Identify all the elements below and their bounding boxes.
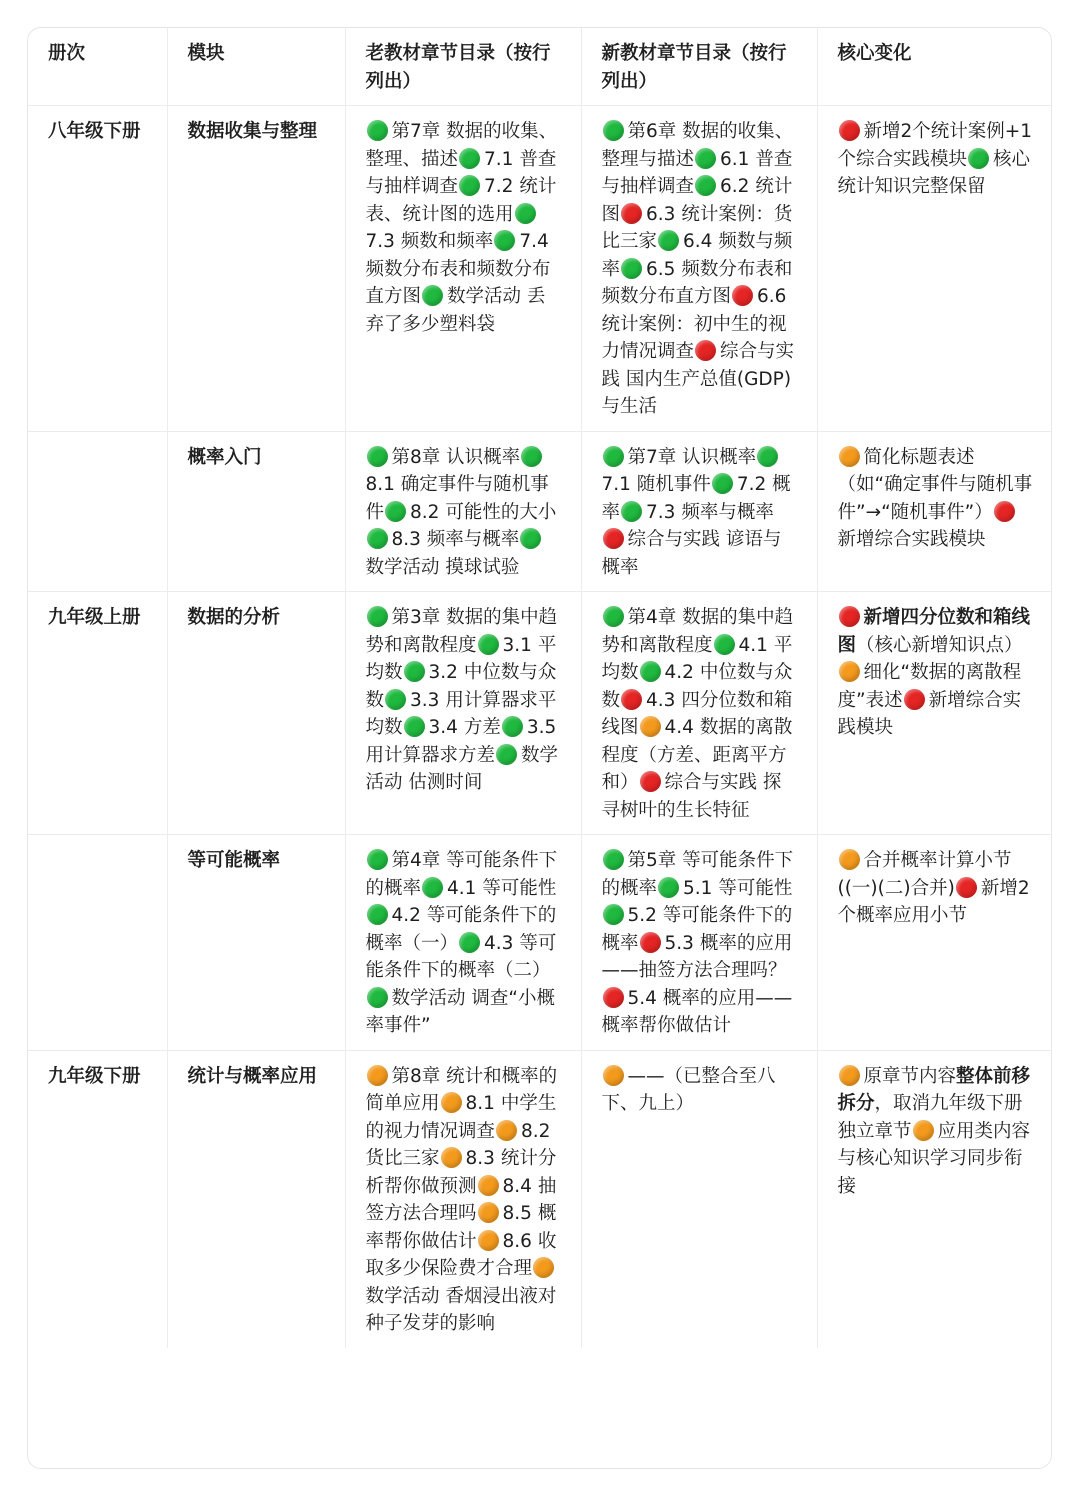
core-change-item-text: 新增四分位数和箱线图 bbox=[837, 607, 1031, 656]
core-change-item-text: 新增综合实践模块 bbox=[837, 529, 986, 550]
green-circle-icon bbox=[404, 661, 425, 682]
old-toc-cell bbox=[345, 592, 581, 835]
green-circle-icon bbox=[404, 716, 425, 737]
old-toc-cell bbox=[345, 835, 581, 1051]
green-circle-icon bbox=[367, 849, 388, 870]
new-toc-item-text: 6.1 普查与抽样调查 bbox=[601, 148, 793, 197]
new-toc-item-text: 5.2 等可能条件下的概率 bbox=[601, 905, 793, 954]
module-cell: 概率入门 bbox=[167, 431, 345, 592]
green-circle-icon bbox=[603, 120, 624, 141]
header-volume: 册次 bbox=[28, 28, 167, 106]
comparison-table bbox=[28, 28, 1052, 1348]
volume-cell bbox=[28, 835, 167, 1051]
new-toc-item-text: 第4章 数据的集中趋势和离散程度 bbox=[601, 607, 794, 656]
comparison-table-card bbox=[27, 27, 1052, 1469]
green-circle-icon bbox=[621, 501, 642, 522]
red-circle-icon bbox=[603, 528, 624, 549]
new-toc-item-text: 6.6 统计案例：初中生的视力情况调查 bbox=[601, 286, 787, 362]
core-change-item-text: 简化标题表述（如“确定事件与随机事件”→“随机事件”） bbox=[837, 446, 1033, 523]
orange-circle-icon bbox=[603, 1065, 624, 1086]
new-toc-item-text: 4.1 平均数 bbox=[601, 634, 793, 683]
header-new-toc: 新教材章节目录（按行列出） bbox=[581, 28, 817, 106]
new-toc-cell bbox=[581, 106, 817, 432]
new-toc-cell bbox=[581, 1050, 817, 1348]
green-circle-icon bbox=[422, 877, 443, 898]
orange-circle-icon bbox=[496, 1120, 517, 1141]
red-circle-icon bbox=[621, 203, 642, 224]
core-change-item-text: 应用类内容与核心知识学习同步衔接 bbox=[837, 1120, 1031, 1197]
table-row bbox=[28, 1050, 1052, 1348]
red-circle-icon bbox=[640, 771, 661, 792]
green-circle-icon bbox=[603, 904, 624, 925]
old-toc-item-text: 第4章 等可能条件下的概率 bbox=[365, 850, 558, 899]
new-toc-item bbox=[602, 988, 793, 1037]
red-circle-icon bbox=[640, 932, 661, 953]
green-circle-icon bbox=[603, 606, 624, 627]
core-change-cell bbox=[817, 835, 1052, 1051]
old-toc-item-text: 7.3 频数和频率 bbox=[365, 231, 494, 252]
red-circle-icon bbox=[732, 285, 753, 306]
old-toc-item-text: 数学活动 丢弃了多少塑料袋 bbox=[365, 286, 546, 335]
old-toc-item-text: 8.5 概率帮你做估计 bbox=[365, 1203, 557, 1252]
new-toc-cell bbox=[581, 592, 817, 835]
old-toc-item-text: 数学活动 摸球试验 bbox=[365, 556, 520, 578]
orange-circle-icon bbox=[441, 1147, 462, 1168]
volume-cell bbox=[28, 431, 167, 592]
table-row bbox=[28, 106, 1052, 432]
orange-circle-icon bbox=[839, 849, 860, 870]
old-toc-item-text: 第8章 认识概率 bbox=[391, 446, 521, 468]
green-circle-icon bbox=[968, 148, 989, 169]
header-row bbox=[28, 28, 1052, 106]
table-row bbox=[28, 431, 1052, 592]
old-toc-cell bbox=[345, 106, 581, 432]
old-toc-item-text: 8.3 频率与概率 bbox=[391, 529, 520, 550]
green-circle-icon bbox=[422, 285, 443, 306]
old-toc-item bbox=[366, 447, 521, 468]
old-toc-item-text: 第8章 统计和概率的简单应用 bbox=[365, 1065, 558, 1114]
old-toc-item-text: 8.4 抽签方法合理吗 bbox=[365, 1175, 557, 1224]
green-circle-icon bbox=[367, 987, 388, 1008]
old-toc-item-text: 3.3 用计算器求平均数 bbox=[365, 689, 557, 738]
module-cell: 数据收集与整理 bbox=[167, 106, 345, 432]
red-circle-icon bbox=[904, 689, 925, 710]
core-change-item-text: 原章节内容 bbox=[863, 1065, 957, 1087]
new-toc-item-text: 4.3 四分位数和箱线图 bbox=[601, 689, 793, 738]
orange-circle-icon bbox=[640, 716, 661, 737]
green-circle-icon bbox=[712, 473, 733, 494]
red-circle-icon bbox=[839, 120, 860, 141]
new-toc-item-text: 5.4 概率的应用——概率帮你做估计 bbox=[601, 987, 793, 1036]
old-toc-item-text: 3.2 中位数与众数 bbox=[365, 662, 557, 711]
old-toc-item-text: 4.3 等可能条件下的概率（二） bbox=[365, 932, 557, 981]
core-change-cell bbox=[817, 106, 1052, 432]
green-circle-icon bbox=[520, 528, 541, 549]
old-toc-item bbox=[421, 878, 556, 899]
old-toc-item bbox=[384, 502, 556, 523]
core-change-item-emphasis: 整体前移拆分 bbox=[837, 1065, 1031, 1114]
module-cell: 等可能概率 bbox=[167, 835, 345, 1051]
old-toc-item-text: 3.4 方差 bbox=[428, 717, 501, 738]
new-toc-item-text: 7.1 随机事件 bbox=[601, 474, 711, 495]
old-toc-item-text: 8.1 确定事件与随机事件 bbox=[365, 474, 549, 523]
old-toc-item-text: 第7章 数据的收集、整理、描述 bbox=[365, 121, 558, 170]
red-circle-icon bbox=[839, 606, 860, 627]
module-cell: 数据的分析 bbox=[167, 592, 345, 835]
volume-cell: 九年级上册 bbox=[28, 592, 167, 835]
green-circle-icon bbox=[603, 446, 624, 467]
green-circle-icon bbox=[385, 689, 406, 710]
new-toc-item-text: 第5章 等可能条件下的概率 bbox=[601, 850, 794, 899]
old-toc-item-text: 3.5 用计算器求方差 bbox=[365, 717, 557, 766]
green-circle-icon bbox=[367, 904, 388, 925]
new-toc-item bbox=[602, 447, 757, 468]
new-toc-item-text: 综合与实践 谚语与概率 bbox=[601, 529, 782, 578]
volume-cell: 八年级下册 bbox=[28, 106, 167, 432]
orange-circle-icon bbox=[478, 1175, 499, 1196]
green-circle-icon bbox=[459, 175, 480, 196]
green-circle-icon bbox=[658, 877, 679, 898]
green-circle-icon bbox=[757, 446, 778, 467]
new-toc-item-text: 第7章 认识概率 bbox=[627, 446, 757, 468]
core-change-item-text: 细化“数据的离散程度”表述 bbox=[837, 662, 1022, 711]
old-toc-item-text: 3.1 平均数 bbox=[365, 634, 557, 683]
green-circle-icon bbox=[459, 148, 480, 169]
orange-circle-icon bbox=[478, 1230, 499, 1251]
new-toc-item-text: 7.3 频率与概率 bbox=[646, 501, 774, 523]
green-circle-icon bbox=[695, 175, 716, 196]
new-toc-item bbox=[657, 878, 792, 899]
core-change-item-text: 核心统计知识完整保留 bbox=[837, 148, 1031, 197]
green-circle-icon bbox=[515, 203, 536, 224]
core-change-item-text: 合并概率计算小节((一)(二)合并) bbox=[837, 850, 1012, 899]
orange-circle-icon bbox=[913, 1120, 934, 1141]
old-toc-item-text: 4.2 等可能条件下的概率（一） bbox=[365, 905, 557, 954]
table-row bbox=[28, 592, 1052, 835]
table-body bbox=[28, 106, 1052, 1348]
old-toc-item-text: 数学活动 香烟浸出液对种子发芽的影响 bbox=[365, 1285, 557, 1334]
orange-circle-icon bbox=[478, 1202, 499, 1223]
green-circle-icon bbox=[367, 528, 388, 549]
green-circle-icon bbox=[459, 932, 480, 953]
header-old-toc: 老教材章节目录（按行列出） bbox=[345, 28, 581, 106]
new-toc-item-text: ——（已整合至八下、九上） bbox=[601, 1065, 776, 1114]
new-toc-cell bbox=[581, 431, 817, 592]
old-toc-item-text: 4.1 等可能性 bbox=[447, 877, 557, 899]
orange-circle-icon bbox=[533, 1257, 554, 1278]
table-row bbox=[28, 835, 1052, 1051]
header-module: 模块 bbox=[167, 28, 345, 106]
old-toc-item-text: 8.3 统计分析帮你做预测 bbox=[365, 1148, 557, 1197]
volume-cell: 九年级下册 bbox=[28, 1050, 167, 1348]
module-cell: 统计与概率应用 bbox=[167, 1050, 345, 1348]
orange-circle-icon bbox=[839, 1065, 860, 1086]
old-toc-item-text: 8.2 可能性的大小 bbox=[410, 501, 557, 523]
old-toc-cell bbox=[345, 1050, 581, 1348]
old-toc-item-text: 数学活动 调查“小概率事件” bbox=[365, 987, 555, 1036]
green-circle-icon bbox=[367, 446, 388, 467]
core-change-item-text: 新增2个概率应用小节 bbox=[837, 877, 1030, 926]
new-toc-item-text: 4.4 数据的离散程度（方差、距离平方和） bbox=[601, 717, 793, 793]
old-toc-item-text: 7.1 普查与抽样调查 bbox=[365, 148, 557, 197]
header-core-change: 核心变化 bbox=[817, 28, 1052, 106]
red-circle-icon bbox=[621, 689, 642, 710]
new-toc-item-text: 6.4 频数与频率 bbox=[601, 231, 793, 280]
core-change-item-tail: ，取消九年级下册独立章节 bbox=[837, 1093, 1023, 1142]
core-change-item bbox=[838, 607, 1031, 656]
core-change-item-text: 新增综合实践模块 bbox=[837, 689, 1022, 738]
old-toc-item bbox=[366, 988, 555, 1037]
green-circle-icon bbox=[603, 849, 624, 870]
new-toc-item-text: 第6章 数据的收集、整理与描述 bbox=[601, 121, 794, 170]
red-circle-icon bbox=[603, 987, 624, 1008]
core-change-cell bbox=[817, 592, 1052, 835]
new-toc-item bbox=[602, 529, 782, 578]
red-circle-icon bbox=[994, 501, 1015, 522]
red-circle-icon bbox=[956, 877, 977, 898]
new-toc-item-text: 6.5 频数分布表和频数分布直方图 bbox=[601, 258, 793, 307]
orange-circle-icon bbox=[839, 661, 860, 682]
orange-circle-icon bbox=[441, 1092, 462, 1113]
green-circle-icon bbox=[367, 606, 388, 627]
new-toc-item-text: 6.2 统计图 bbox=[601, 176, 793, 225]
old-toc-item-text: 8.6 收取多少保险费才合理 bbox=[365, 1230, 557, 1279]
old-toc-item bbox=[403, 717, 501, 738]
core-change-item-text: 新增2个统计案例+1个综合实践模块 bbox=[837, 121, 1033, 170]
core-change-item-note: （核心新增知识点） bbox=[856, 634, 1023, 656]
old-toc-item-text: 8.2 货比三家 bbox=[365, 1120, 551, 1169]
core-change-cell bbox=[817, 431, 1052, 592]
new-toc-item bbox=[602, 1066, 776, 1115]
green-circle-icon bbox=[695, 148, 716, 169]
green-circle-icon bbox=[640, 661, 661, 682]
green-circle-icon bbox=[385, 501, 406, 522]
green-circle-icon bbox=[714, 634, 735, 655]
orange-circle-icon bbox=[839, 446, 860, 467]
old-toc-item-text: 第3章 数据的集中趋势和离散程度 bbox=[365, 607, 558, 656]
table-header bbox=[28, 28, 1052, 106]
new-toc-item-text: 5.3 概率的应用——抽签方法合理吗？ bbox=[601, 932, 793, 981]
new-toc-item-text: 4.2 中位数与众数 bbox=[601, 662, 793, 711]
old-toc-cell bbox=[345, 431, 581, 592]
green-circle-icon bbox=[621, 258, 642, 279]
green-circle-icon bbox=[658, 230, 679, 251]
new-toc-item-text: 6.3 统计案例：货比三家 bbox=[601, 203, 793, 252]
green-circle-icon bbox=[478, 634, 499, 655]
green-circle-icon bbox=[521, 446, 542, 467]
core-change-cell bbox=[817, 1050, 1052, 1348]
new-toc-item-text: 综合与实践 探寻树叶的生长特征 bbox=[601, 772, 782, 821]
new-toc-item bbox=[620, 502, 774, 523]
orange-circle-icon bbox=[367, 1065, 388, 1086]
green-circle-icon bbox=[502, 716, 523, 737]
green-circle-icon bbox=[367, 120, 388, 141]
new-toc-item-text: 综合与实践 国内生产总值(GDP)与生活 bbox=[601, 341, 795, 417]
green-circle-icon bbox=[494, 230, 515, 251]
old-toc-item-text: 数学活动 估测时间 bbox=[365, 744, 559, 793]
new-toc-item-text: 7.2 概率 bbox=[601, 474, 791, 523]
old-toc-item bbox=[366, 529, 520, 550]
old-toc-item-text: 7.2 统计表、统计图的选用 bbox=[365, 176, 557, 225]
green-circle-icon bbox=[496, 744, 517, 765]
new-toc-cell bbox=[581, 835, 817, 1051]
red-circle-icon bbox=[695, 340, 716, 361]
old-toc-item-text: 8.1 中学生的视力情况调查 bbox=[365, 1093, 557, 1142]
new-toc-item-text: 5.1 等可能性 bbox=[683, 877, 793, 899]
old-toc-item-text: 7.4 频数分布表和频数分布直方图 bbox=[365, 231, 551, 307]
